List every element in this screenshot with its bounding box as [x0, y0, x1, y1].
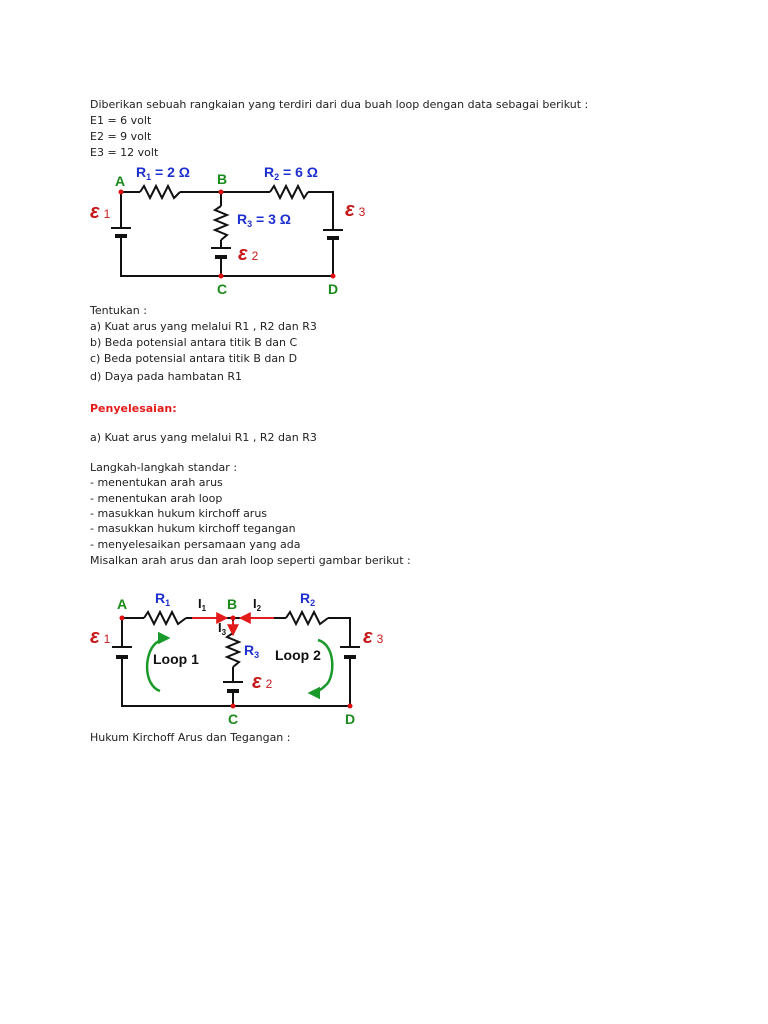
r2-label: $R_2 = 6$ Ω — [264, 164, 318, 182]
node-a-dot-2 — [120, 616, 125, 621]
task-a: a) Kuat arus yang melalui R1 , R2 dan R3 — [90, 320, 317, 333]
emf-e3-label-2: ε 3 — [363, 626, 384, 648]
node-c-label: C — [217, 281, 228, 297]
node-c-dot-2 — [231, 704, 236, 709]
solution-heading: Penyelesaian: — [90, 402, 177, 415]
step-2: - menentukan arah loop — [90, 492, 223, 505]
node-b-dot-2 — [231, 616, 236, 621]
r2-resistor — [270, 186, 308, 198]
emf-e2-label: ε 2 — [238, 243, 259, 265]
e3-value: E3 = 12 volt — [90, 146, 159, 159]
loop-2-label: Loop 2 — [275, 647, 321, 663]
r2-label-2: $R_2$ — [300, 590, 316, 608]
step-4: - masukkan hukum kirchoff tegangan — [90, 522, 296, 535]
node-a-label-2: A — [117, 596, 128, 612]
r3-resistor — [215, 206, 227, 240]
emf-e1-label-2: ε 1 — [90, 626, 111, 648]
e1-value: E1 = 6 volt — [90, 114, 152, 127]
current-i1-label: $I_1$ — [198, 596, 207, 613]
circuit-diagram-2 — [88, 585, 384, 730]
current-i2-label: $I_2$ — [253, 596, 262, 613]
problem-statement: Diberikan sebuah rangkaian yang terdiri dari dua buah loop dengan data sebagai berikut : — [90, 98, 589, 111]
emf-e3-label: ε 3 — [345, 199, 366, 221]
circuit-diagram-1 — [80, 160, 380, 300]
assume-text: Misalkan arah arus dan arah loop seperti gambar berikut : — [90, 554, 411, 567]
r1-label: $R_1 = 2$ Ω — [136, 164, 190, 182]
steps-heading: Langkah-langkah standar : — [90, 461, 238, 474]
kirchhoff-heading: Hukum Kirchoff Arus dan Tegangan : — [90, 731, 291, 744]
node-d-dot — [331, 274, 336, 279]
r3-label-2: $R_3$ — [244, 642, 260, 660]
task-d: d) Daya pada hambatan R1 — [90, 370, 242, 383]
node-a-label: A — [115, 173, 126, 189]
r1-resistor — [140, 186, 180, 198]
step-1: - menentukan arah arus — [90, 476, 223, 489]
r1-label-2: $R_1$ — [155, 590, 171, 608]
r3-resistor-2 — [227, 633, 239, 667]
solution-part-a: a) Kuat arus yang melalui R1 , R2 dan R3 — [90, 431, 317, 444]
node-d-dot-2 — [348, 704, 353, 709]
r2-resistor-2 — [286, 612, 328, 624]
node-c-dot — [219, 274, 224, 279]
node-b-label-2: B — [227, 596, 238, 612]
node-b-label: B — [217, 171, 228, 187]
loop-1-label: Loop 1 — [153, 651, 199, 667]
step-3: - masukkan hukum kirchoff arus — [90, 507, 268, 520]
current-i3-label: $I_3$ — [218, 620, 227, 637]
task-c: c) Beda potensial antara titik B dan D — [90, 352, 298, 365]
node-c-label-2: C — [228, 711, 239, 727]
step-5: - menyelesaikan persamaan yang ada — [90, 538, 301, 551]
r1-resistor-2 — [144, 612, 186, 624]
node-d-label: D — [328, 281, 339, 297]
emf-e1-label: ε 1 — [90, 201, 111, 223]
r3-label: $R_3 = 3$ Ω — [237, 211, 291, 229]
node-a-dot — [119, 190, 124, 195]
node-b-dot — [219, 190, 224, 195]
emf-e2-label-2: ε 2 — [252, 671, 273, 693]
tasks-heading: Tentukan : — [90, 304, 147, 317]
task-b: b) Beda potensial antara titik B dan C — [90, 336, 298, 349]
e2-value: E2 = 9 volt — [90, 130, 152, 143]
node-d-label-2: D — [345, 711, 356, 727]
